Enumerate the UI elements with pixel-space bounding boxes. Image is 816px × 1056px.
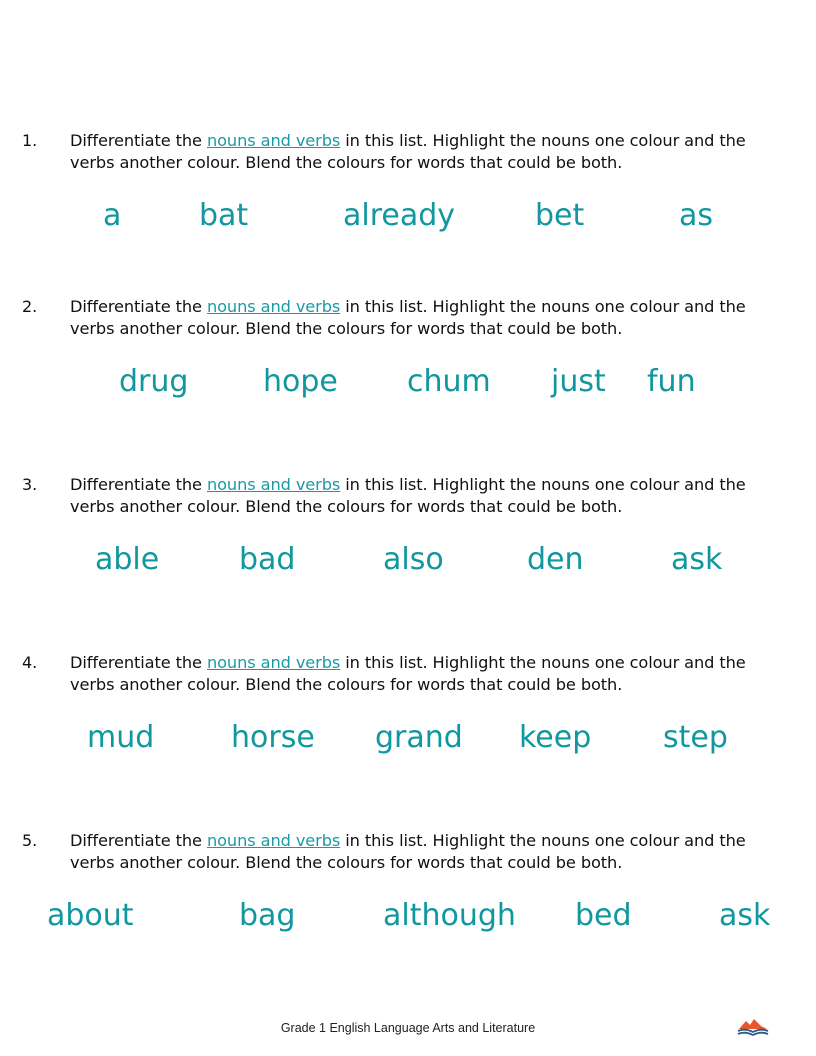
question-number: 4. (22, 653, 38, 672)
question-1 (0, 130, 816, 290)
word-item: bad (239, 542, 296, 577)
open-book-mountain-icon (736, 1016, 770, 1038)
question-instructions (70, 830, 790, 874)
word-item: about (47, 898, 134, 933)
instruction-text-end: in this list. Highlight the nouns one colour and the verbs another colour. Blend the colours for words that could be both. (70, 653, 746, 694)
word-item: hope (263, 364, 338, 399)
question-5 (0, 830, 816, 990)
instruction-text-start: Differentiate the (70, 131, 207, 150)
word-item: a (103, 198, 122, 233)
instruction-text-start: Differentiate the (70, 475, 207, 494)
word-item: already (343, 198, 456, 233)
word-item: grand (375, 720, 463, 755)
word-item: ask (719, 898, 771, 933)
instruction-text-start: Differentiate the (70, 653, 207, 672)
word-item: drug (119, 364, 189, 399)
question-2 (0, 296, 816, 456)
question-number: 2. (22, 297, 38, 316)
word-item: chum (407, 364, 491, 399)
nouns-and-verbs-link[interactable]: nouns and verbs (206, 297, 341, 316)
word-item: bed (575, 898, 632, 933)
instruction-text-end: in this list. Highlight the nouns one colour and the verbs another colour. Blend the colours for words that could be both. (70, 131, 746, 172)
question-number: 3. (22, 475, 38, 494)
question-instructions (70, 474, 790, 518)
nouns-and-verbs-link[interactable]: nouns and verbs (206, 131, 341, 150)
word-item: also (383, 542, 444, 577)
word-item: although (383, 898, 516, 933)
instruction-text-end: in this list. Highlight the nouns one colour and the verbs another colour. Blend the colours for words that could be both. (70, 297, 746, 338)
question-3 (0, 474, 816, 634)
nouns-and-verbs-link[interactable]: nouns and verbs (206, 831, 341, 850)
word-item: step (663, 720, 728, 755)
nouns-and-verbs-link[interactable]: nouns and verbs (206, 653, 341, 672)
word-item: bet (535, 198, 585, 233)
question-4 (0, 652, 816, 812)
word-item: fun (647, 364, 696, 399)
question-number: 5. (22, 831, 38, 850)
word-item: bag (239, 898, 296, 933)
instruction-text-end: in this list. Highlight the nouns one colour and the verbs another colour. Blend the colours for words that could be both. (70, 831, 746, 872)
instruction-text-start: Differentiate the (70, 831, 207, 850)
word-item: able (95, 542, 160, 577)
word-item: just (551, 364, 606, 399)
page-footer: Grade 1 English Language Arts and Literature (280, 1021, 536, 1035)
word-item: den (527, 542, 584, 577)
question-number: 1. (22, 131, 38, 150)
question-instructions (70, 652, 790, 696)
instruction-text-end: in this list. Highlight the nouns one colour and the verbs another colour. Blend the colours for words that could be both. (70, 475, 746, 516)
word-item: ask (671, 542, 723, 577)
word-item: horse (231, 720, 315, 755)
word-item: bat (199, 198, 249, 233)
word-item: keep (519, 720, 592, 755)
nouns-and-verbs-link[interactable]: nouns and verbs (206, 475, 341, 494)
word-item: as (679, 198, 714, 233)
question-instructions (70, 296, 790, 340)
word-item: mud (87, 720, 155, 755)
instruction-text-start: Differentiate the (70, 297, 207, 316)
question-instructions (70, 130, 790, 174)
